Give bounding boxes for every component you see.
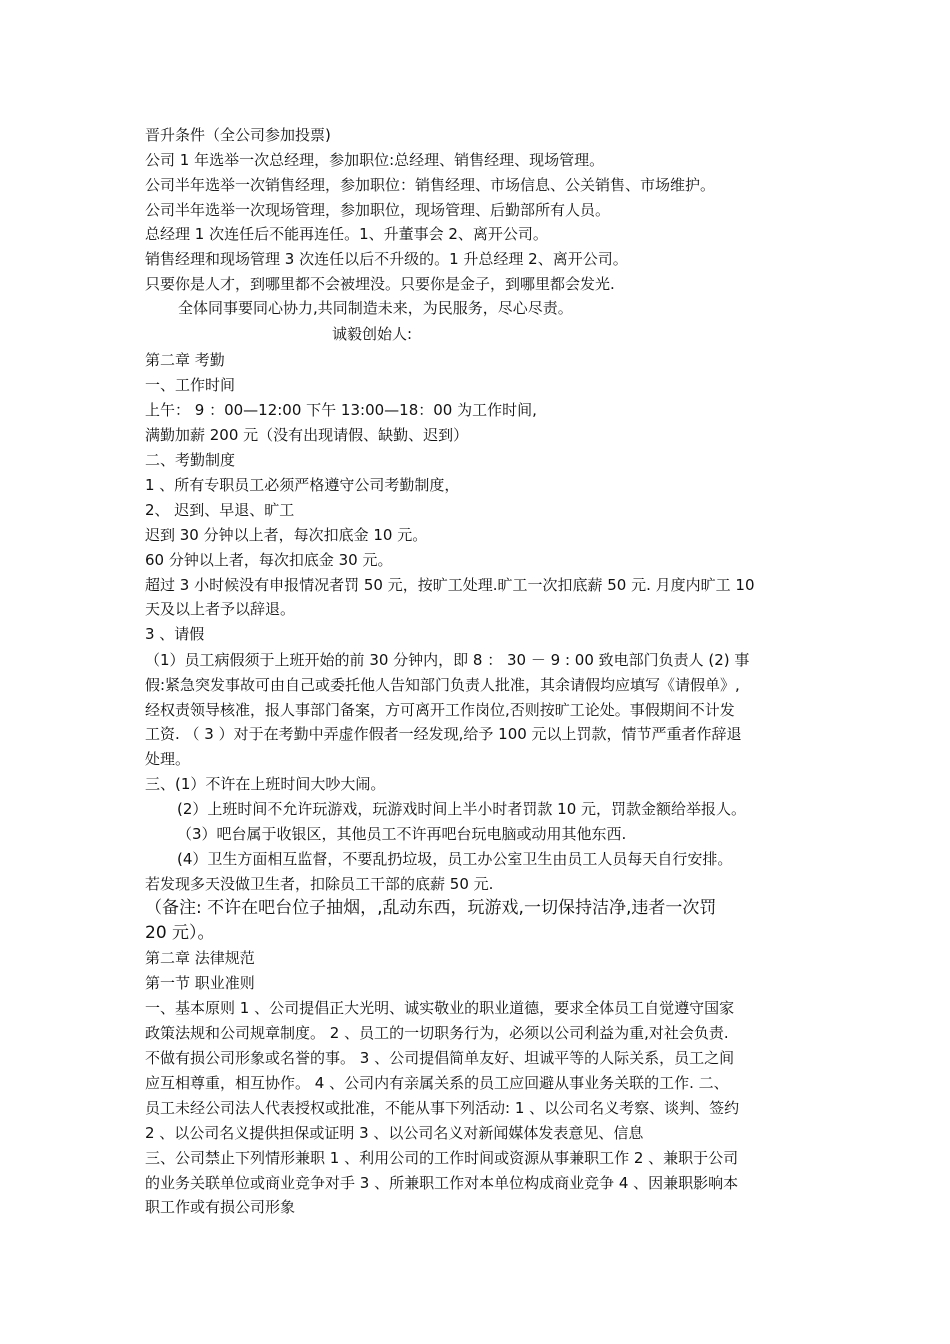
text-line: 公司 1 年选举一次总经理，参加职位:总经理、销售经理、现场管理。 [145, 151, 605, 169]
text-line: 处理。 [145, 750, 191, 768]
text-line: 员工未经公司法人代表授权或批准，不能从事下列活动: 1 、以公司名义考察、谈判、签约 [145, 1099, 740, 1117]
note-line: 20 元）。 [145, 923, 215, 943]
text-line: 一、基本原则 1 、公司提倡正大光明、诚实敬业的职业道德，要求全体员工自觉遵守国家 [145, 999, 735, 1017]
section-heading: 二、考勤制度 [145, 451, 236, 469]
text-line: 工资. （ 3 ）对于在考勤中弄虚作假者一经发现,给予 100 元以上罚款，情节严重者作辞退 [145, 725, 742, 743]
text-line: (4）卫生方面相互监督，不要乱扔垃圾，员工办公室卫生由员工人员每天自行安排。 [177, 850, 733, 868]
section-heading: 第一节 职业准则 [145, 974, 255, 992]
text-line: 的业务关联单位或商业竞争对手 3 、所兼职工作对本单位构成商业竞争 4 、因兼职影响本 [145, 1174, 739, 1192]
text-line: 迟到 30 分钟以上者，每次扣底金 10 元。 [145, 526, 428, 544]
text-line: 60 分钟以上者，每次扣底金 30 元。 [145, 551, 393, 569]
chapter-heading: 第二章 考勤 [145, 351, 225, 369]
text-line: 三、(1）不许在上班时间大吵大闹。 [145, 775, 386, 793]
signature-line: 诚毅创始人: [332, 325, 413, 343]
section-heading: 3 、请假 [145, 625, 205, 643]
text-line: 天及以上者予以辞退。 [145, 600, 296, 618]
text-line: 若发现多天没做卫生者，扣除员工干部的底薪 50 元. [145, 875, 494, 893]
text-line: 经权责领导核准，报人事部门备案，方可离开工作岗位,否则按旷工论处。事假期间不计发 [145, 701, 735, 719]
text-line: 全体同事要同心协力,共同制造未来，为民服务，尽心尽责。 [178, 299, 573, 317]
text-line: 满勤加薪 200 元（没有出现请假、缺勤、迟到） [145, 426, 469, 444]
text-line: 1 、所有专职员工必须严格遵守公司考勤制度， [145, 476, 460, 494]
text-line: （1）员工病假须于上班开始的前 30 分钟内，即 8 ： 30 － 9 : 00 致电部门负责人 (2) 事 [145, 651, 750, 669]
text-line: 三、公司禁止下列情形兼职 1 、利用公司的工作时间或资源从事兼职工作 2 、兼职于公司 [145, 1149, 739, 1167]
note-line: （备注: 不许在吧台位子抽烟，,乱动东西，玩游戏,一切保持洁净,违者一次罚 [145, 898, 717, 918]
section-heading: 一、工作时间 [145, 376, 236, 394]
text-line: 超过 3 小时候没有申报情况者罚 50 元，按旷工处理.旷工一次扣底薪 50 元. 月度内旷工 10 [145, 576, 755, 594]
text-line: （3）吧台属于收银区，其他员工不许再吧台玩电脑或动用其他东西. [177, 825, 627, 843]
text-line: 晋升条件（全公司参加投票) [145, 126, 331, 144]
text-line: 政策法规和公司规章制度。 2 、员工的一切职务行为，必须以公司利益为重,对社会负责. [145, 1024, 729, 1042]
text-line: (2）上班时间不允许玩游戏，玩游戏时间上半小时者罚款 10 元，罚款金额给举报人。 [177, 800, 747, 818]
text-line: 应互相尊重，相互协作。 4 、公司内有亲属关系的员工应回避从事业务关联的工作. 二、 [145, 1074, 729, 1092]
text-line: 不做有损公司形象或名誉的事。 3 、公司提倡简单友好、坦诚平等的人际关系，员工之间 [145, 1049, 735, 1067]
text-line: 公司半年选举一次现场管理，参加职位，现场管理、后勤部所有人员。 [145, 201, 611, 219]
text-line: 只要你是人才，到哪里都不会被埋没。只要你是金子，到哪里都会发光. [145, 275, 615, 293]
text-line: 假:紧急突发事故可由自己或委托他人告知部门负责人批准，其余请假均应填写《请假单》, [145, 676, 740, 694]
text-line: 销售经理和现场管理 3 次连任以后不升级的。1 升总经理 2、离开公司。 [145, 250, 628, 268]
text-line: 职工作或有损公司形象 [145, 1198, 296, 1216]
text-line: 2 、以公司名义提供担保或证明 3 、以公司名义对新闻媒体发表意见、信息 [145, 1124, 644, 1142]
chapter-heading: 第二章 法律规范 [145, 949, 255, 967]
text-line: 上午： 9 ：00—12:00 下午 13:00—18：00 为工作时间, [145, 401, 537, 419]
text-line: 公司半年选举一次销售经理，参加职位：销售经理、市场信息、公关销售、市场维护。 [145, 176, 716, 194]
text-line: 2、 迟到、早退、旷工 [145, 501, 295, 519]
text-line: 总经理 1 次连任后不能再连任。1、升董事会 2、离开公司。 [145, 225, 548, 243]
